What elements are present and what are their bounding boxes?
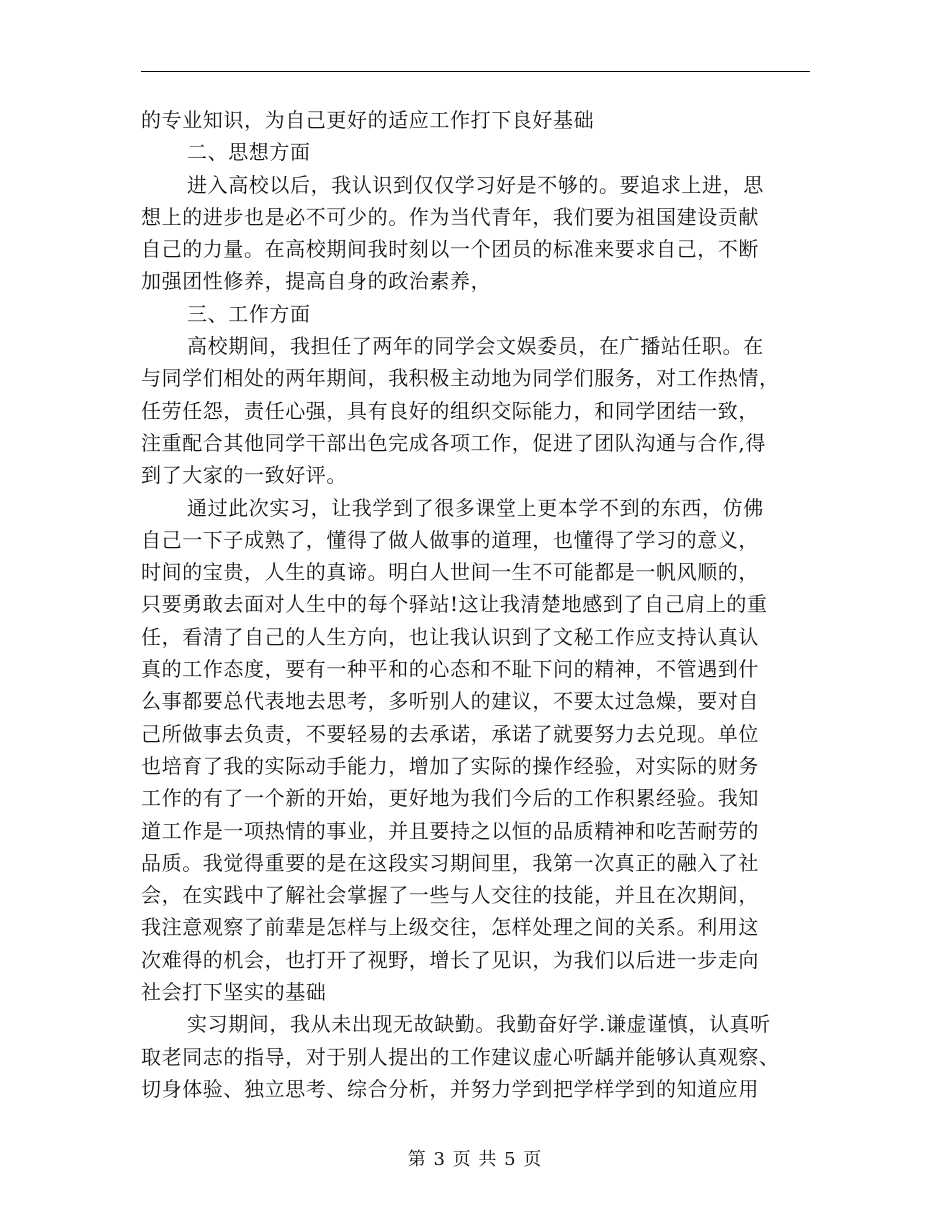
text-line: 加强团性修养，提高自身的政治素养， [141, 269, 492, 294]
text-line: 注重配合其他同学干部出色完成各项工作，促进了团队沟通与合作,得 [141, 430, 766, 455]
text-line: 任劳任怨，责任心强，具有良好的组织交际能力，和同学团结一致， [141, 398, 759, 423]
text-line: 与同学们相处的两年期间，我积极主动地为同学们服务，对工作热情， [141, 366, 780, 391]
text-line: 工作的有了一个新的开始，更好地为我们今后的工作积累经验。我知 [141, 786, 759, 811]
text-line: 取老同志的指导，对于别人提出的工作建议虚心听龋并能够认真观察、 [141, 1044, 780, 1069]
header-rule [141, 71, 810, 72]
text-line: 自己一下子成熟了，懂得了做人做事的道理，也懂得了学习的意义， [141, 527, 759, 552]
text-line: 么事都要总代表地去思考，多听别人的建议，不要太过急燥，要对自 [141, 689, 759, 714]
text-line: 到了大家的一致好评。 [141, 463, 347, 488]
body-text [141, 104, 813, 1105]
text-line: 自己的力量。在高校期间我时刻以一个团员的标准来要求自己，不断 [141, 237, 759, 262]
text-line: 道工作是一项热情的事业，并且要持之以恒的品质精神和吃苦耐劳的 [141, 818, 759, 843]
text-line: 通过此次实习，让我学到了很多课堂上更本学不到的东西，仿佛 [187, 495, 764, 520]
text-line: 会，在实践中了解社会掌握了一些与人交往的技能，并且在次期间， [141, 883, 759, 908]
text-line: 进入高校以后，我认识到仅仅学习好是不够的。要追求上进，思 [187, 172, 764, 197]
text-line: 二、思想方面 [187, 140, 311, 165]
text-line: 高校期间，我担任了两年的同学会文娱委员，在广播站任职。在 [187, 334, 764, 359]
text-line: 己所做事去负责，不要轻易的去承诺，承诺了就要努力去兑现。单位 [141, 721, 759, 746]
text-line: 任，看清了自己的人生方向，也让我认识到了文秘工作应支持认真认 [141, 624, 759, 649]
text-line: 切身体验、独立思考、综合分析，并努力学到把学样学到的知道应用 [141, 1076, 759, 1101]
text-line: 只要勇敢去面对人生中的每个驿站!这让我清楚地感到了自己肩上的重 [141, 592, 768, 617]
text-line: 我注意观察了前辈是怎样与上级交往，怎样处理之间的关系。利用这 [141, 915, 759, 940]
text-line: 真的工作态度，要有一种平和的心态和不耻下问的精神，不管遇到什 [141, 657, 759, 682]
text-line: 时间的宝贵，人生的真谛。明白人世间一生不可能都是一帆风顺的， [141, 560, 759, 585]
text-line: 实习期间，我从未出现无故缺勤。我勤奋好学.谦虚谨慎，认真听 [187, 1012, 771, 1037]
text-line: 想上的进步也是必不可少的。作为当代青年，我们要为祖国建设贡献 [141, 204, 759, 229]
page-footer: 第 3 页 共 5 页 [407, 1149, 543, 1170]
text-line: 社会打下坚实的基础 [141, 980, 327, 1005]
text-line: 次难得的机会，也打开了视野，增长了见识，为我们以后进一步走向 [141, 947, 759, 972]
text-line: 三、工作方面 [187, 301, 311, 326]
text-line: 也培育了我的实际动手能力，增加了实际的操作经验，对实际的财务 [141, 753, 759, 778]
text-line: 的专业知识，为自己更好的适应工作打下良好基础 [141, 108, 595, 132]
text-line: 品质。我觉得重要的是在这段实习期间里，我第一次真正的融入了社 [141, 850, 759, 875]
